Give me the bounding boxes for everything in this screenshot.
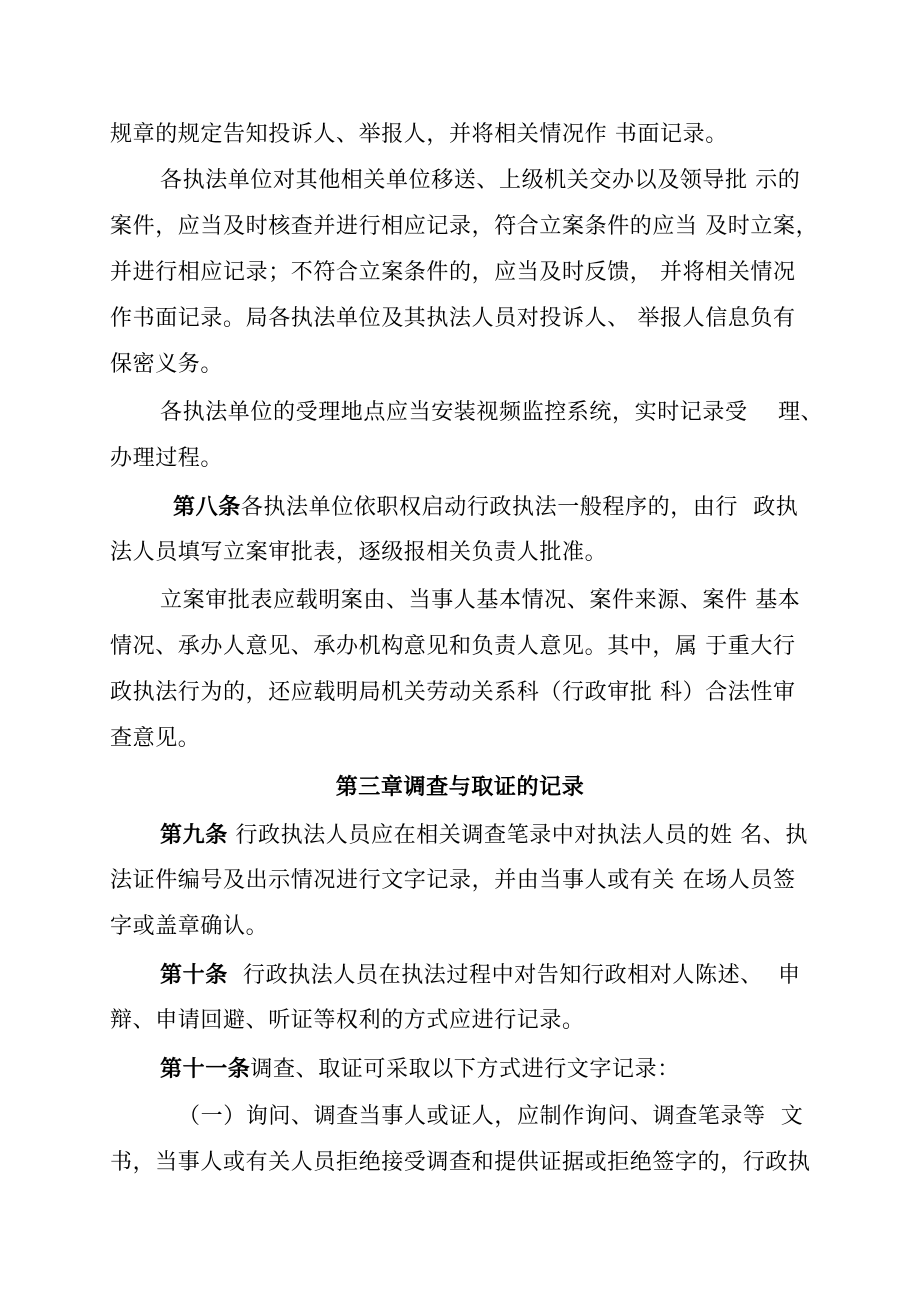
- paragraph-line: （一）询问、调查当事人或证人，应制作询问、调查笔录等 文: [178, 1104, 804, 1129]
- paragraph-line: 字或盖章确认。: [110, 914, 269, 939]
- article-10-label: 第十条: [160, 962, 228, 988]
- paragraph-line: 案件，应当及时核查并进行相应记录，符合立案条件的应当 及时立案，: [110, 214, 819, 239]
- paragraph-line: 办理过程。: [110, 446, 224, 471]
- paragraph-line: 立案审批表应载明案由、当事人基本情况、案件来源、案件 基本: [160, 588, 801, 613]
- paragraph-line: 情况、承办人意见、承办机构意见和负责人意见。其中，属 于重大行: [110, 634, 796, 659]
- paragraph-line: 各执法单位的受理地点应当安装视频监控系统，实时记录受 理、: [160, 400, 824, 425]
- paragraph-line: 法人员填写立案审批表，逐级报相关负责人批准。: [110, 540, 608, 565]
- paragraph-line: 法证件编号及出示情况进行文字记录，并由当事人或有关 在场人员签: [110, 868, 796, 893]
- article-8-label: 第八条: [173, 494, 241, 520]
- paragraph-line: 各执法单位依职权启动行政执法一般程序的，由行 政执: [240, 495, 799, 520]
- paragraph-line: 作书面记录。局各执法单位及其执法人员对投诉人、 举报人信息负有: [110, 306, 796, 331]
- chapter-heading: 第三章调查与取证的记录: [335, 774, 585, 800]
- paragraph-line: 行政执法人员应在相关调查笔录中对执法人员的姓 名、执: [235, 823, 809, 848]
- paragraph-line: 各执法单位对其他相关单位移送、上级机关交办以及领导批 示的: [160, 168, 801, 193]
- paragraph-line: 书，当事人或有关人员拒绝接受调查和提供证据或拒绝签字的，行政执: [110, 1150, 811, 1175]
- paragraph-line: 调查、取证可采取以下方式进行文字记录：: [250, 1057, 680, 1082]
- article-11-line: [160, 1054, 680, 1085]
- article-9-label: 第九条: [160, 822, 228, 848]
- paragraph-line: 并进行相应记录；不符合立案条件的，应当及时反馈， 并将相关情况: [110, 260, 796, 285]
- article-10-line: [160, 960, 801, 991]
- article-11-label: 第十一条: [160, 1056, 251, 1082]
- paragraph-line: 辩、申请回避、听证等权利的方式应进行记录。: [110, 1008, 585, 1033]
- paragraph-line: 规章的规定告知投诉人、举报人，并将相关情况作 书面记录。: [110, 122, 728, 147]
- paragraph-line: 查意见。: [110, 726, 201, 751]
- article-9-line: [160, 820, 808, 851]
- paragraph-line: 行政执法人员在执法过程中对告知行政相对人陈述、 申: [243, 963, 801, 988]
- paragraph-line: 政执法行为的，还应载明局机关劳动关系科（行政审批 科）合法性审: [110, 680, 796, 705]
- paragraph-line: 保密义务。: [110, 352, 224, 377]
- article-8-line: [173, 492, 798, 523]
